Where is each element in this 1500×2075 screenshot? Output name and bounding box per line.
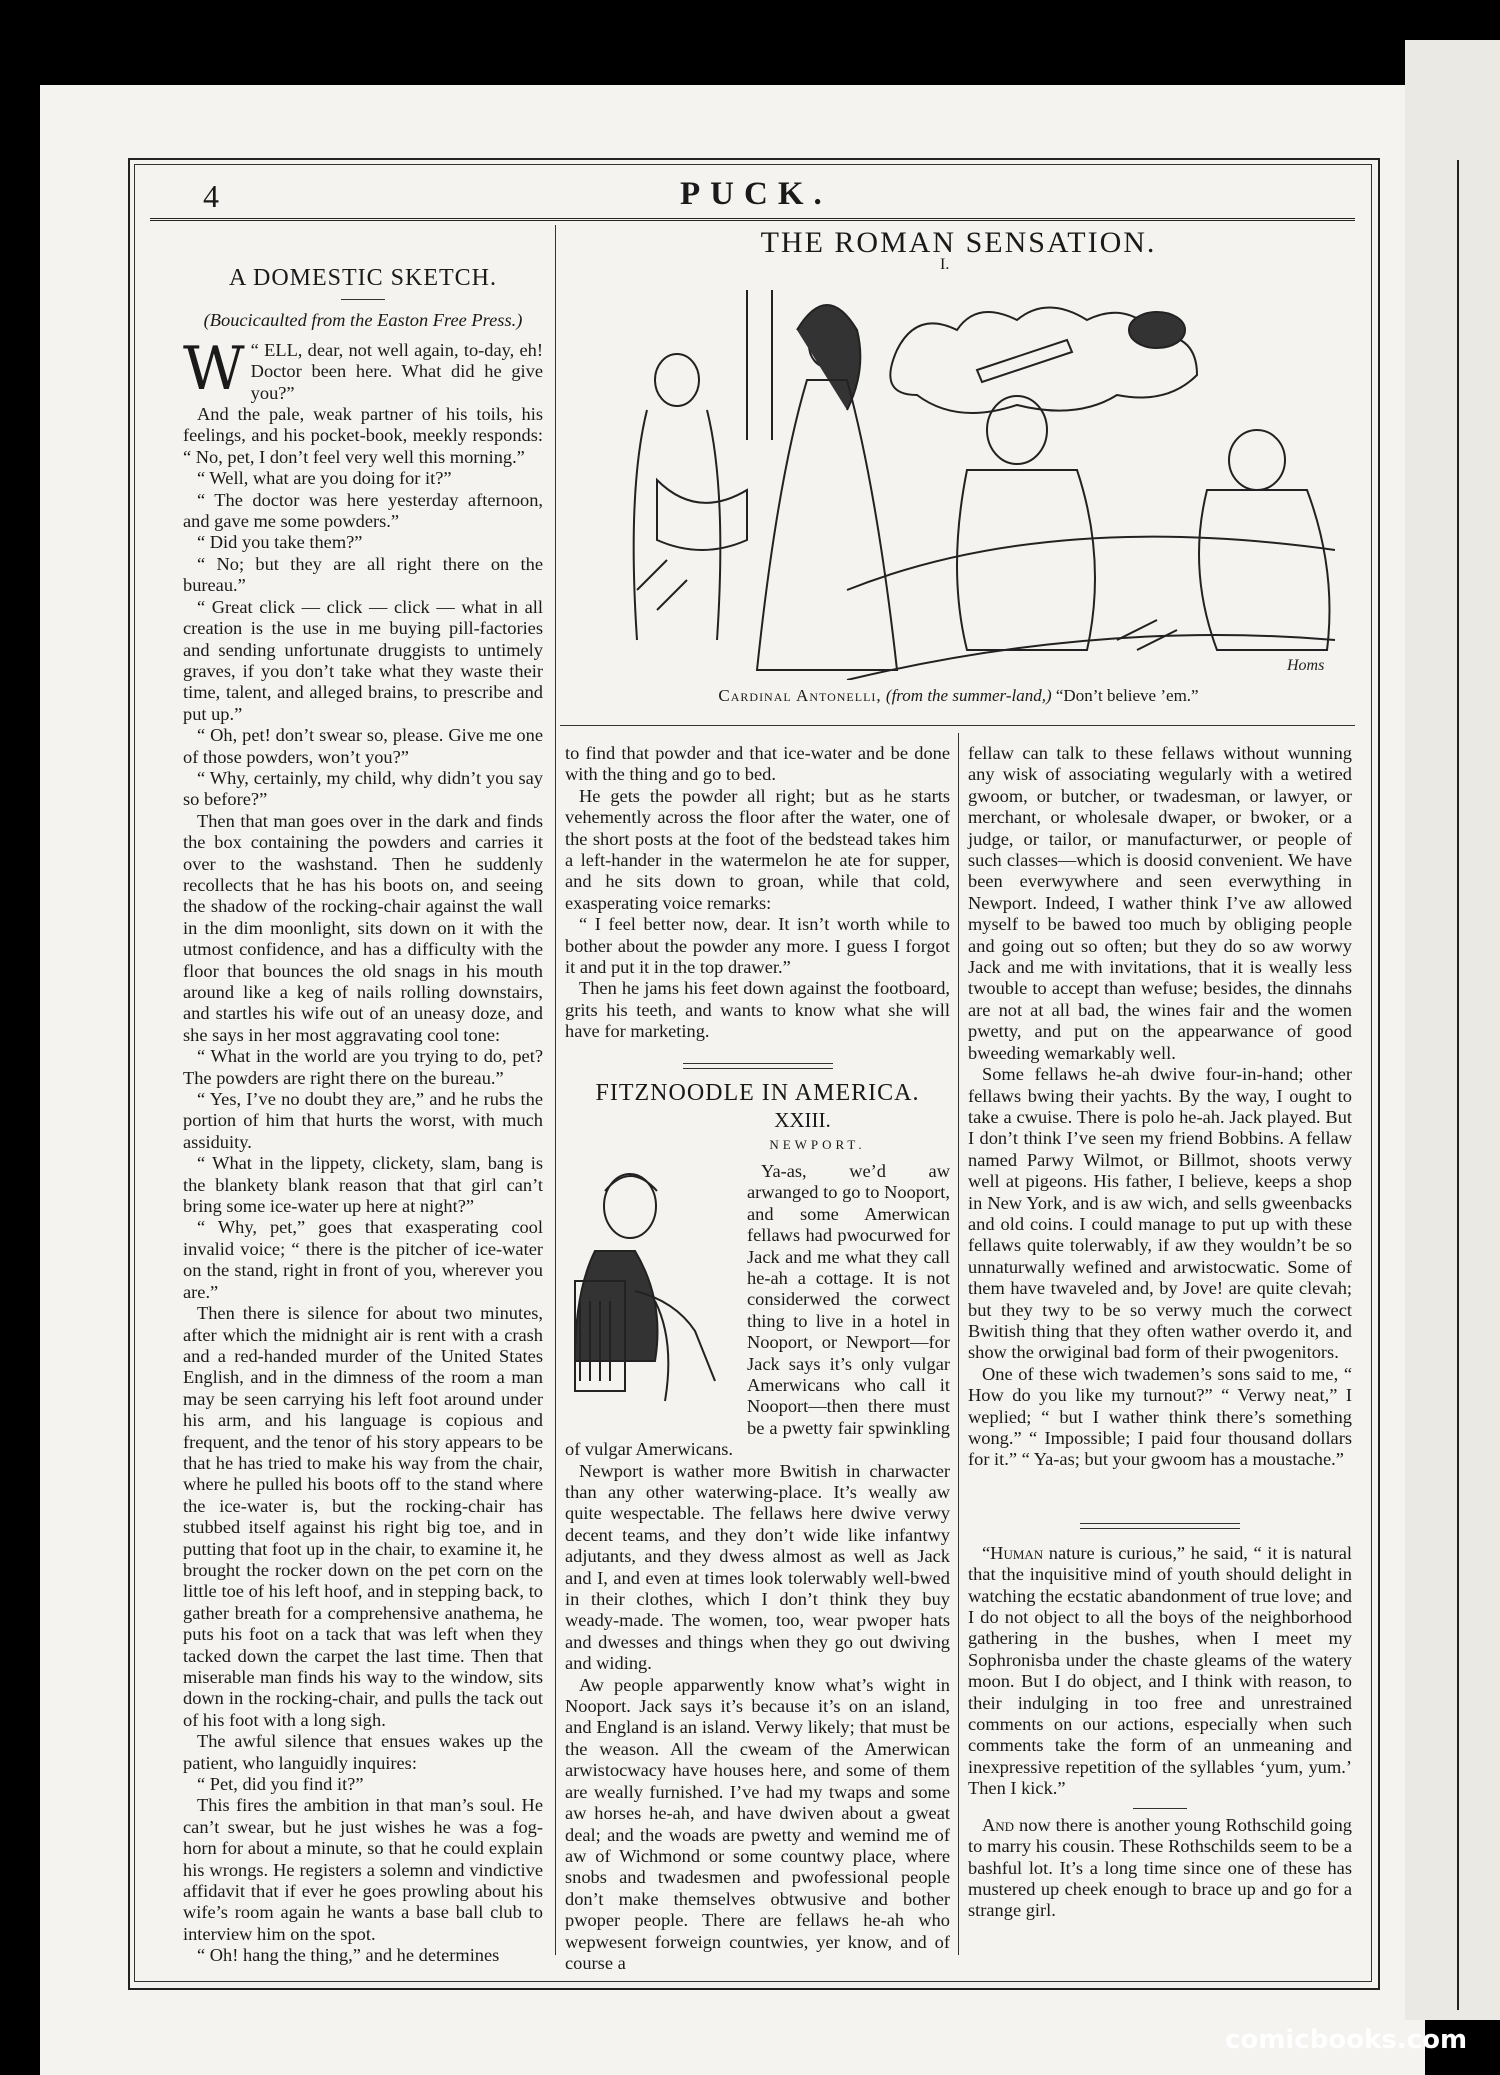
paragraph: “ Pet, did you find it?” <box>197 1774 364 1795</box>
paragraph: Newport is wather more Bwitish in charwacter than any other waterwing-place. It’s weally aw quite wespectable. The fellaws here dwive verwy decent teams, and they don’t wide like infantwy adjutants, and they dwess almost as well as Jack and I, and even at times look tolerwably well-bwed in their clothes, which I don’t think they buy weady-made. The women, too, wear pwoper hats and dwesses and things when they go out dwiving and widing. <box>565 1460 950 1674</box>
cartoon-signature: Homs <box>1287 657 1325 674</box>
caption-quote: “Don’t believe ’em.” <box>1055 686 1199 705</box>
paragraph: fellaw can talk to these fellaws without wunning any wisk of associating wegularly with a wetired gwoom, or butcher, or twadesman, or lawyer, or merchant, or wholesale dwaper, or bwoker, or a judge, or tailor, or manufacturwer, or people of such classes—which is doosid convenient. We have been everwywhere and seen everwything in Newport. Indeed, I wather think I’ve aw allowed myself to be bawed too much by obliging people and going out so often; but they do so aw worwy Jack and me with invitations, that it is weally less twouble to accept than wefuse; besides, the dinnahs are not at all bad, the wines fair and the women pwetty, and put on the appearwance of good bweeding wemarkably well. <box>968 743 1352 1063</box>
paragraph: And the pale, weak partner of his toils, his feelings, and his pocket-book, meekly responds: “ No, pet, I don’t feel very well this morning.” <box>183 404 543 467</box>
lead-words: “Human <box>982 1542 1044 1563</box>
page-number: 4 <box>203 178 219 214</box>
paragraph: This fires the ambition in that man’s soul. He can’t swear, but he just wishes he was a fog-horn for about a minute, so that he could explain his wrongs. He registers a solemn and vindictive affidavit that if ever he goes prowling about his wife’s room again he wants a base ball club to interview him on the spot. <box>183 1795 543 1944</box>
paragraph: The awful silence that ensues wakes up the patient, who languidly inquires: <box>183 1731 543 1773</box>
section-rule <box>683 1063 833 1069</box>
article-title: FITZNOODLE IN AMERICA. <box>595 1079 920 1106</box>
fitznoodle-portrait <box>565 1161 735 1423</box>
paragraph: “ Did you take them?” <box>197 532 363 553</box>
cartoon-bottom-rule <box>560 725 1355 726</box>
column-rule <box>555 225 556 1955</box>
paragraph: “ No; but they are all right there on the bureau.” <box>183 553 543 596</box>
cartoon-number: I. <box>940 256 950 273</box>
lead-words: And <box>982 1814 1015 1835</box>
paragraph: “ What in the world are you trying to do, pet? The powders are right there on the bureau.” <box>183 1046 543 1088</box>
paragraph: Then that man goes over in the dark and finds the box containing the powders and carries it over to the washstand. Then he suddenly recollects that he has his boots on, and seeing the shadow of the rocking-chair against the wall in the dim moonlight, sits down on it with the utmost confidence, and has a difficulty with the floor that bounces the old snags in his mouth around like a keg of nails rolling downstairs, and startles his wife out of an uneasy doze, and she says in her most aggravating cool tone: <box>183 810 543 1045</box>
paragraph: He gets the powder all right; but as he starts vehemently across the floor after the water, one of the short posts at the foot of the bedstead takes him a left-hander in the watermelon he ate for supper, and he sits down to groan, while that cold, exasperating voice remarks: <box>565 785 950 913</box>
paragraph: “ What in the lippety, clickety, slam, bang is the blankety blank reason that that girl can’t bring some ice-water up here at night?” <box>183 1153 543 1217</box>
masthead-title: PUCK. <box>680 176 832 212</box>
section-rule <box>1080 1523 1240 1529</box>
paragraph: “ Oh! hang the thing,” and he determines <box>197 1945 500 1966</box>
header-rule <box>150 218 1355 221</box>
paragraph: “ ELL, dear, not well again, to-day, eh! Doctor been here. What did he give you?” <box>250 339 543 403</box>
article-dateline: NEWPORT. <box>769 1136 866 1152</box>
paragraph: Then there is silence for about two minutes, after which the midnight air is rent with a crash and a red-handed murder of the United States English, and in the dimness of the room a man may be seen carrying his left foot around under his arm, and his language is copious and frequent, and the tenor of his story appears to be that he has tried to make his way from the chair, where he pulled his boots off to the stand where the ice-water is, but the rocking-chair has stubbed itself against his right big toe, and in putting that foot up in the chair, to examine it, he brought the rocker down on the pet corn on the little toe of his left hoof, and in stepping back, to gather breath for a comprehensive anathema, he puts his foot on a tack that was left when they tacked down the carpet the last time. Then that miserable man finds his way to the window, sits down in the rocking-chair, and pulls the tack out of his foot with a long sigh. <box>183 1303 543 1730</box>
paragraph: “ Why, certainly, my child, why didn’t you say so before?” <box>183 767 543 810</box>
paragraph-text: nature is curious,” he said, “ it is natural that the inquisitive mind of youth should delight in watching the ecstatic abandonment of true love; and I do not object to all the boys of the neighborhood gathering in the bushes, when I meet my Sophronisba under the chaste gleams of the watery moon. But I do object, and I think with reason, to their indulging in too free and unrestrained comments on our actions, especially when such comments take the form of an unmeaning and inexpressive repetition of the syllables ‘yum, yum.’ Then I kick.” <box>968 1542 1352 1799</box>
paragraph: One of these wich twademen’s sons said to me, “ How do you like my turnout?” “ Verwy neat,” I weplied; “ but I wather think there’s something wong.” “ Impossible; I paid four thousand dollars for it.” “ Ya-as; but your gwoom has a moustache.” <box>968 1363 1352 1470</box>
paragraph: Some fellaws he-ah dwive four-in-hand; other fellaws bwing their yachts. By the way, I ought to take a cwuise. There is polo he-ah. Jack played. But I don’t think I’ve seen my friend Bobbins. A fellaw named Parwy Wilmot, or Billmot, shoots verwy well at pigeons. His father, I believe, keeps a shop in New York, and is aw wich, and sells gweenbacks and old coins. I could manage to put up with these fellaws quite tolerwably, if aw they wouldn’t be so unnaturwally wefined and arwistocwatic. Some of them have twaveled and, by Jove! are quite clevah; but they twy to be so verwy much the corwect Bwitish thing that they often wather overdo it, and show the orwiginal bad form of their pwogenitors. <box>968 1064 1352 1363</box>
column-rule <box>958 733 959 1955</box>
paragraph: “ Yes, I’ve no doubt they are,” and he rubs the portion of him that hurts the worst, with much assiduity. <box>183 1089 543 1152</box>
paragraph: Aw people apparwently know what’s wight in Nooport. Jack says it’s because it’s on an island, and England is an island. Verwy likely; that must be the weason. All the cweam of the Amerwican arwistocwacy have houses here, and some of them are weally furnished. I’ve had my twaps and some aw horses he-ah, and have dwiven about a gweat deal; and the woads are pwetty and wemind me of aw of Wichmond or some countwy place, where snobs and twadesmen and pwofessional people don’t make themselves obtwusive and bother pwoper people. There are fellaws he-ah who wepwesent forweign countwies, yer know, and of course a <box>565 1674 950 1973</box>
cartoon-caption <box>565 686 1352 706</box>
middle-column <box>565 743 950 1974</box>
cartoon-illustration <box>597 290 1335 680</box>
paragraph: “ The doctor was here yesterday afternoon, and gave me some powders.” <box>183 489 543 532</box>
paragraph: “ Oh, pet! don’t swear so, please. Give me one of those powders, won’t you?” <box>183 725 543 767</box>
article-source: (Boucicaulted from the Easton Free Press.) <box>203 310 523 331</box>
paragraph: “ Well, what are you doing for it?” <box>197 468 452 489</box>
caption-italic: (from the summer-land,) <box>885 686 1052 705</box>
caption-name: Cardinal Antonelli, <box>718 686 882 705</box>
paragraph: to find that powder and that ice-water and be done with the thing and go to bed. <box>565 743 950 785</box>
paragraph-text: now there is another young Rothschild going to marry his cousin. These Rothschilds seem to be a bashful lot. It’s a long time since one of these has mustered up cheek enough to brace up and go for a strange girl. <box>968 1814 1352 1921</box>
watermark: comicbooks.com <box>1225 2025 1468 2055</box>
facing-page-edge <box>1405 40 1500 2020</box>
domestic-sketch-column <box>183 265 543 1967</box>
paragraph <box>968 1543 1352 1800</box>
right-column <box>968 743 1352 1922</box>
article-title: A DOMESTIC SKETCH. <box>228 265 498 291</box>
paragraph: Then he jams his feet down against the footboard, grits his teeth, and wants to know what she will have for marketing. <box>565 978 950 1042</box>
paragraph <box>968 1815 1352 1922</box>
drop-cap: W <box>183 333 245 404</box>
separator-rule <box>1133 1808 1187 1809</box>
article-number: XXIII. <box>774 1108 831 1133</box>
cartoon-title: THE ROMAN SENSATION. <box>760 226 1157 259</box>
paragraph: “ I feel better now, dear. It isn’t worth while to bother about the powder any more. I guess I forgot it and put it in the top drawer.” <box>565 914 950 978</box>
paragraph: “ Why, pet,” goes that exasperating cool invalid voice; “ there is the pitcher of ice-water on the stand, right in front of you, wherever you are.” <box>183 1217 543 1302</box>
paragraph: Ya-as, we’d aw arwanged to go to Nooport, and some Amerwican fellaws had pwocurwed for Jack and me what they call he-ah a cottage. It is not considerwed the corwect thing to live in a hotel in Nooport, or Newport—for Jack says it’s only vulgar Amerwicans who call it Nooport—then there must be a pwetty fair spwinkling of vulgar Amerwicans. <box>565 1160 950 1460</box>
paragraph: “ Great click — click — click — what in all creation is the use in me buying pill-factories and sending unfortunate druggists to untimely graves, if you don’t take what they waste their time, talent, and alleged brains, to prescribe and put up.” <box>183 596 543 724</box>
